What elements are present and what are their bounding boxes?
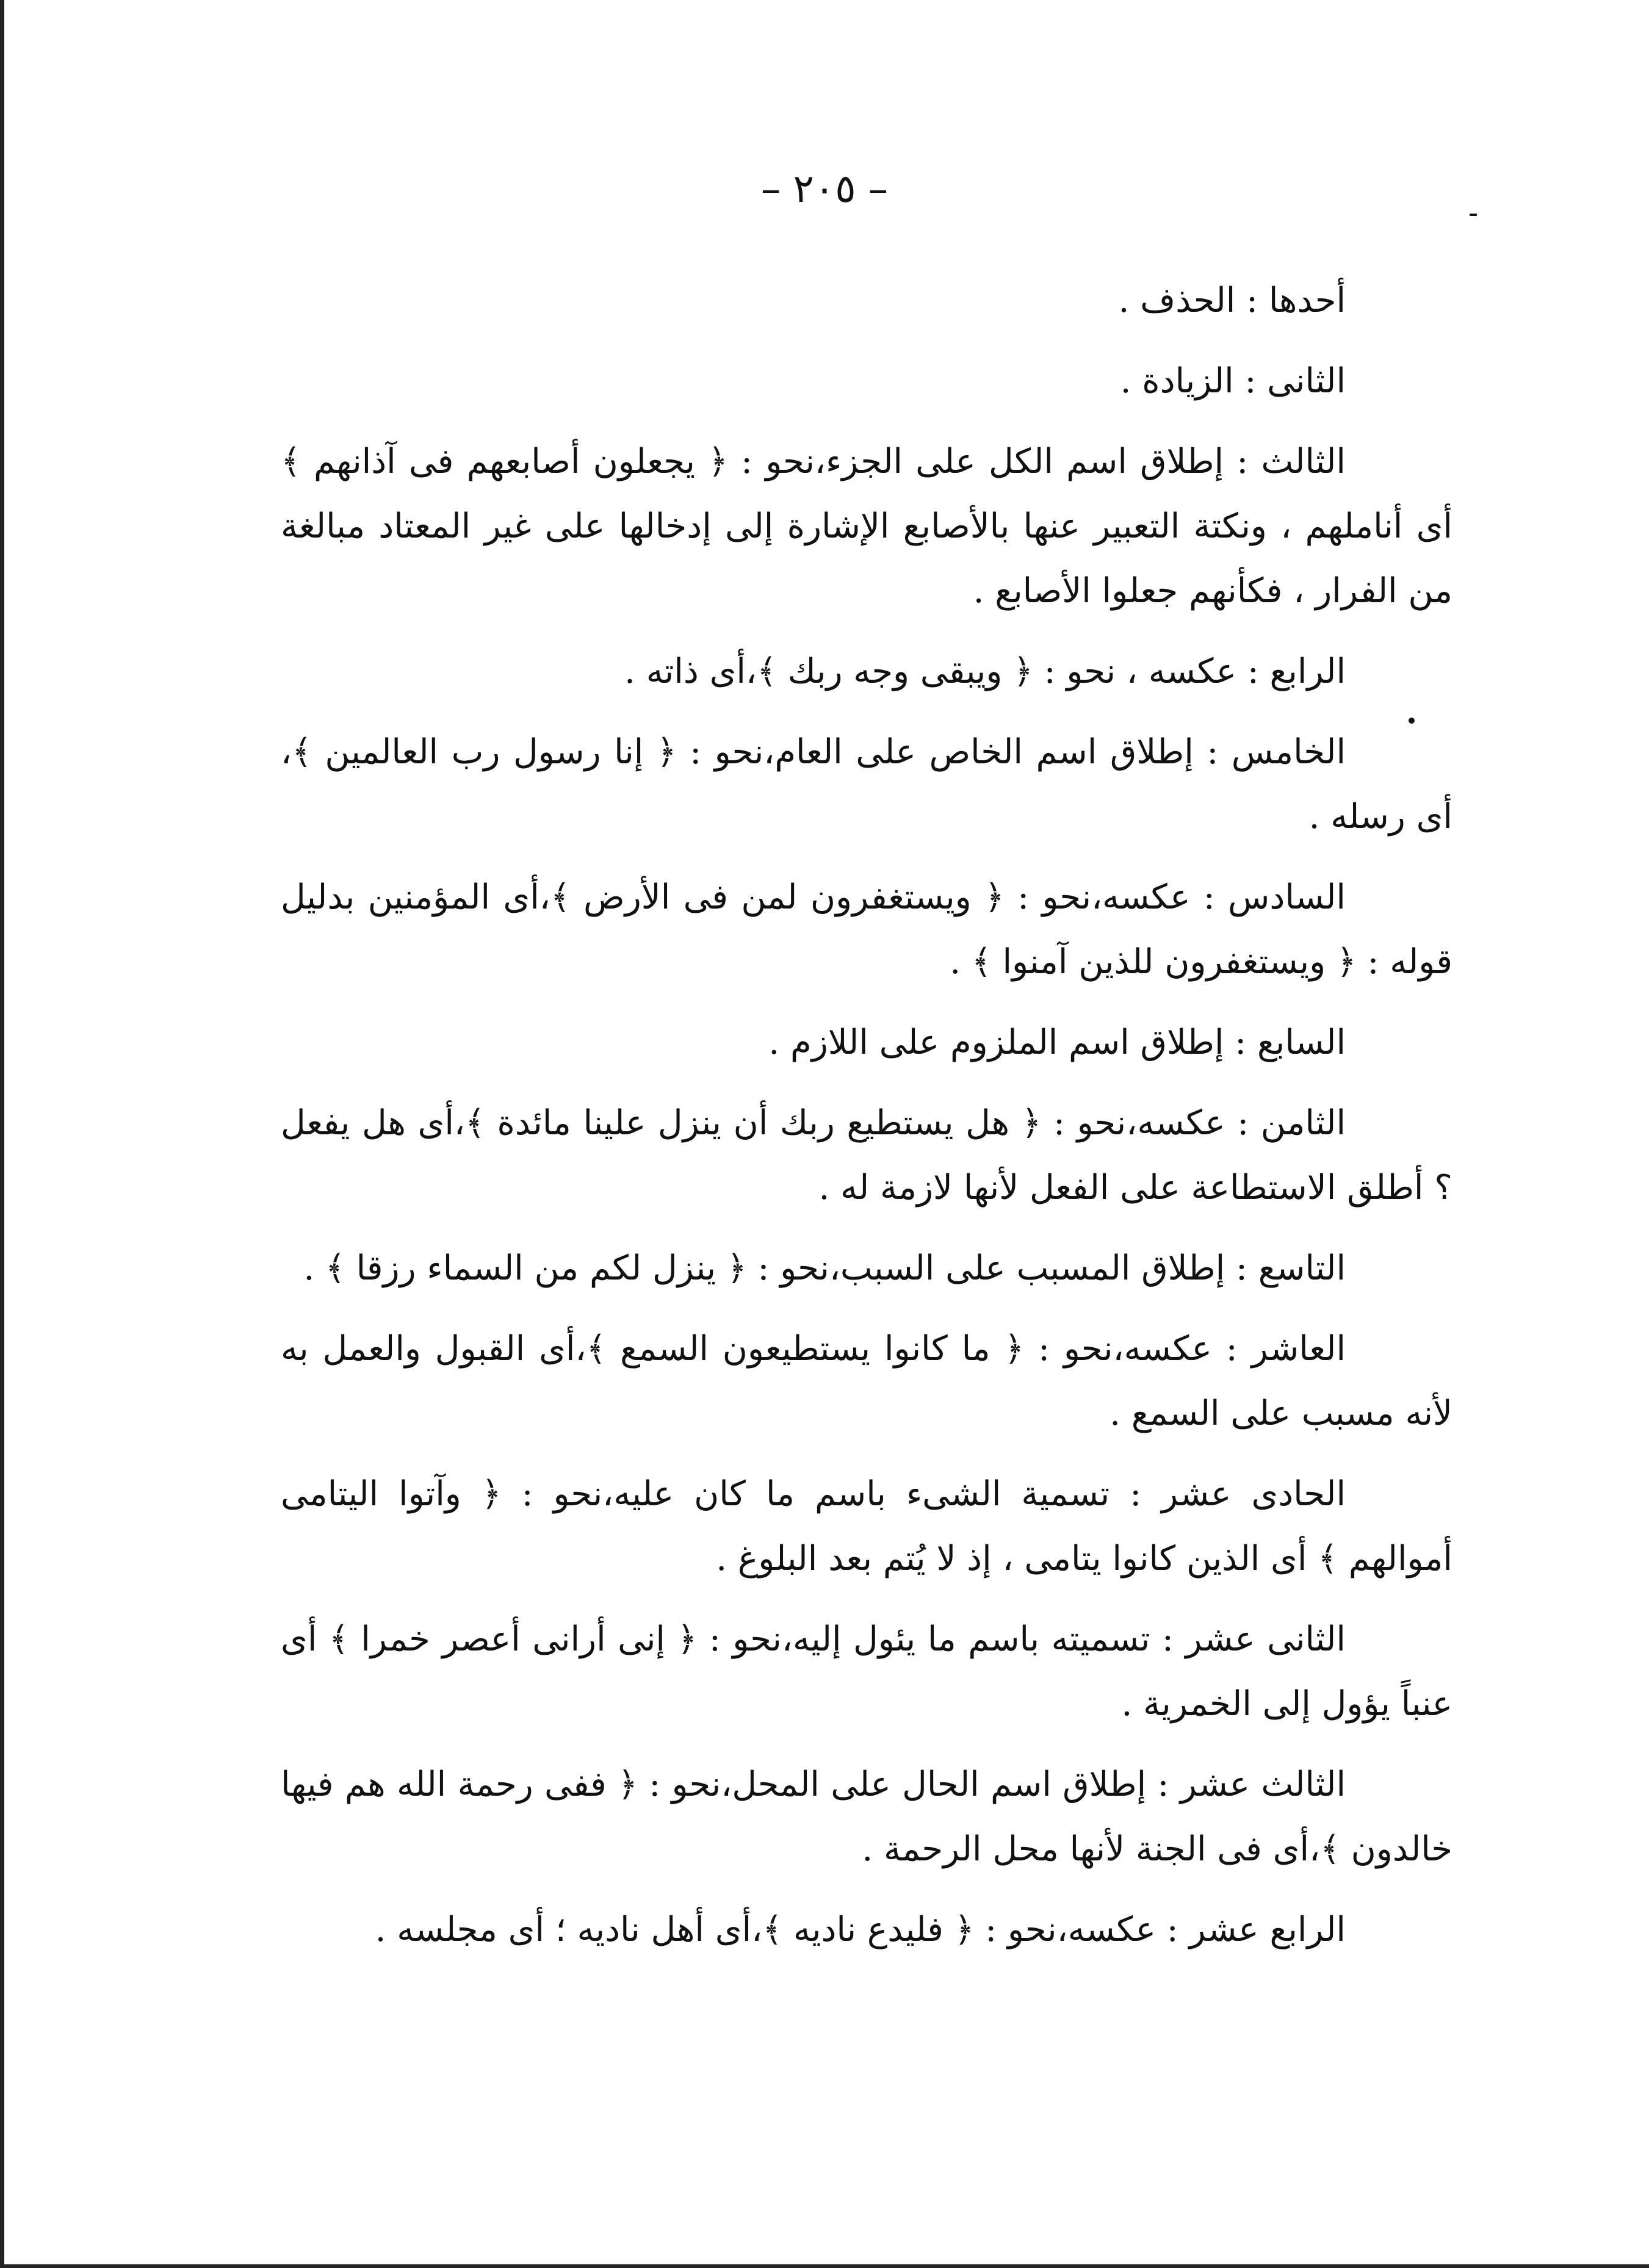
paragraph: الحادى عشر : تسمية الشىء باسم ما كان عليه،نحو : ﴿ وآتوا اليتامى أموالهم ﴾ أى الذين كانوا يتامى ، إذ لا يُتم بعد البلوغ . — [281, 1474, 1452, 1579]
scan-speck — [1470, 214, 1477, 216]
paragraph: الثالث عشر : إطلاق اسم الحال على المحل،نحو : ﴿ ففى رحمة الله هم فيها خالدون ﴾،أى فى الجنة لأنها محل الرحمة . — [281, 1765, 1452, 1869]
paragraph: الثانى : الزيادة . — [1120, 361, 1346, 401]
paragraph: السابع : إطلاق اسم الملزوم على اللازم . — [768, 1023, 1346, 1062]
paragraph: الثالث : إطلاق اسم الكل على الجزء،نحو : ﴿ يجعلون أصابعهم فى آذانهم ﴾ أى أناملهم ، ونكتة التعبير عنها بالأصابع الإشارة إلى إدخالها على غير المعتاد مبالغة من الفرار ، فكأنهم جعلوا الأصابع . — [281, 442, 1452, 611]
paragraph: الخامس : إطلاق اسم الخاص على العام،نحو : ﴿ إنا رسول رب العالمين ﴾، أى رسله . — [281, 732, 1452, 837]
paragraph: التاسع : إطلاق المسبب على السبب،نحو : ﴿ ينزل لكم من السماء رزقا ﴾ . — [303, 1248, 1346, 1288]
paragraph: السادس : عكسه،نحو : ﴿ ويستغفرون لمن فى الأرض ﴾،أى المؤمنين بدليل قوله : ﴿ ويستغفرون للذين آمنوا ﴾ . — [281, 877, 1452, 982]
paragraph: الرابع عشر : عكسه،نحو : ﴿ فليدع ناديه ﴾،أى أهل ناديه ؛ أى مجلسه . — [375, 1910, 1346, 1949]
body-text — [281, 268, 1452, 1978]
page-bottom-edge — [0, 2264, 1649, 2268]
paragraph: العاشر : عكسه،نحو : ﴿ ما كانوا يستطيعون السمع ﴾،أى القبول والعمل به لأنه مسبب على السمع . — [281, 1329, 1452, 1433]
paragraph: الثانى عشر : تسميته باسم ما يئول إليه،نحو : ﴿ إنى أرانى أعصر خمرا ﴾ أى عنباً يؤول إلى الخمرية . — [281, 1619, 1452, 1724]
paragraph: الرابع : عكسه ، نحو : ﴿ ويبقى وجه ربك ﴾،أى ذاته . — [624, 652, 1346, 691]
page-number: – ٢٠٥ – — [761, 167, 888, 212]
page-left-edge — [0, 0, 4, 2268]
paragraph: الثامن : عكسه،نحو : ﴿ هل يستطيع ربك أن ينزل علينا مائدة ﴾،أى هل يفعل ؟ أطلق الاستطاعة على الفعل لأنها لازمة له . — [281, 1103, 1452, 1208]
paragraph: أحدها : الحذف . — [1118, 281, 1346, 320]
